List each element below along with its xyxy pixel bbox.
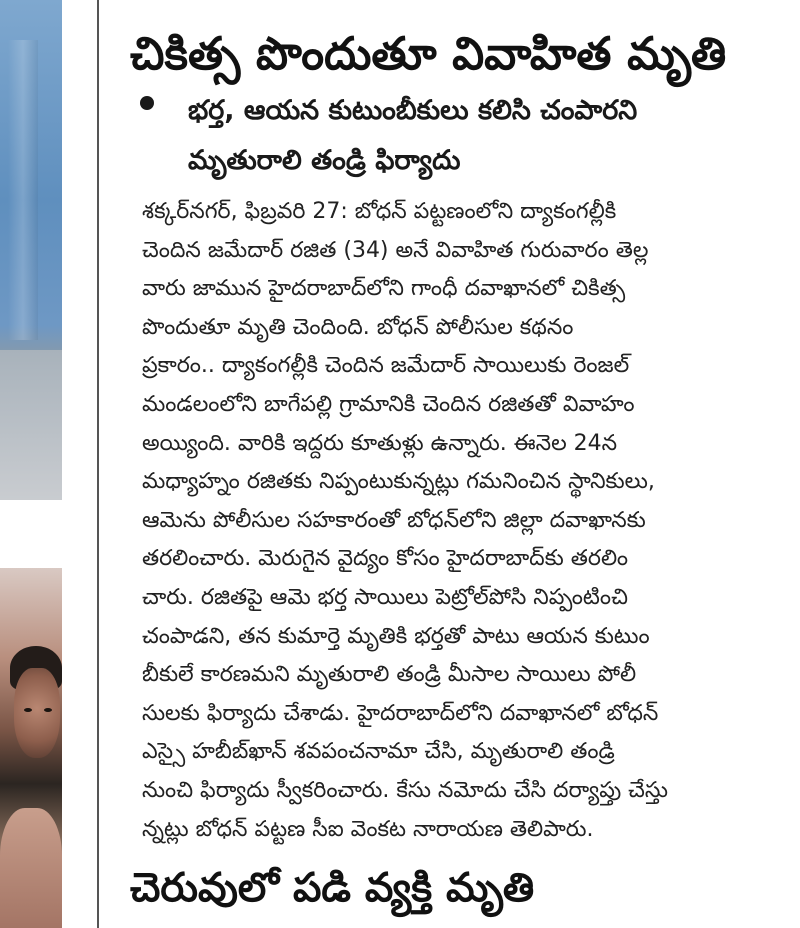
article-body xyxy=(142,193,782,849)
body-line: చెందిన జమేదార్ రజిత (34) అనే వివాహిత గురువారం తెల్ల xyxy=(142,237,649,263)
jeans-area xyxy=(0,350,62,500)
shoulder xyxy=(0,808,62,928)
body-line: మండలంలోని బాగేపల్లి గ్రామానికి చెందిన రజితతో వివాహం xyxy=(142,391,635,417)
face xyxy=(14,668,60,758)
body-line: తరలించారు. మెరుగైన వైద్యం కోసం హైదరాబాద్‌కు తరలిం xyxy=(142,546,629,572)
photo-person-blue-shirt xyxy=(0,0,62,500)
subhead-text xyxy=(188,86,788,186)
eye-left xyxy=(24,708,32,712)
column-divider xyxy=(97,0,99,928)
body-line: పొందుతూ మృతి చెందింది. బోధన్ పోలీసుల కథనం xyxy=(142,314,574,340)
body-line: సులకు ఫిర్యాదు చేశాడు. హైదరాబాద్‌లోని దవాఖానలో బోధన్ xyxy=(142,700,659,726)
body-line: ఎస్సై హబీబ్‌ఖాన్ శవపంచనామా చేసి, మృతురాలి తండ్రి xyxy=(142,739,615,765)
body-line: వారు జామున హైదరాబాద్‌లోని గాంధీ దవాఖానలో చికిత్స xyxy=(142,276,626,302)
article-headline: చికిత్స పొందుతూ వివాహిత మృతి xyxy=(130,27,727,80)
eye-right xyxy=(44,708,52,712)
body-line: చారు. రజితపై ఆమె భర్త సాయిలు పెట్రోల్‌పోసి నిప్పంటించి xyxy=(142,584,628,610)
photo-person-portrait xyxy=(0,568,62,928)
body-line: చంపాడని, తన కుమార్తె మృతికి భర్తతో పాటు ఆయన కుటుం xyxy=(142,623,650,649)
body-line: ఆమెను పోలీసుల సహకారంతో బోధన్‌లోని జిల్లా దవాఖానకు xyxy=(142,507,646,533)
adjacent-photo-strip xyxy=(0,0,62,928)
subhead-line: భర్త, ఆయన కుటుంబీకులు కలిసి చంపారని xyxy=(188,95,638,126)
body-line: న్నట్లు బోధన్ పట్టణ సీఐ వెంకట నారాయణ తెలిపారు. xyxy=(142,816,594,842)
bullet-icon xyxy=(140,96,154,110)
body-line: శక్కర్‌నగర్, ఫిబ్రవరి 27: బోధన్ పట్టణంలోని ద్యాకంగల్లీకి xyxy=(142,199,617,224)
body-line: బీకులే కారణమని మృతురాలి తండ్రి మీసాల సాయిలు పోలీ xyxy=(142,662,637,688)
body-line: మధ్యాహ్నం రజితకు నిప్పంటుకున్నట్లు గమనించిన స్థానికులు, xyxy=(142,469,655,495)
shirt-fold xyxy=(8,40,38,340)
body-line: అయ్యింది. వారికి ఇద్దరు కూతుళ్లు ఉన్నారు. ఈనెల 24న xyxy=(142,430,618,456)
next-article-headline: చెరువులో పడి వ్యక్తి మృతి xyxy=(130,865,535,911)
photo-gap xyxy=(0,500,62,568)
body-line: నుంచి ఫిర్యాదు స్వీకరించారు. కేసు నమోదు చేసి దర్యాప్తు చేస్తు xyxy=(142,777,668,803)
subhead-line: మృతురాలి తండ్రి ఫిర్యాదు xyxy=(188,145,461,176)
body-line: ప్రకారం.. ద్యాకంగల్లీకి చెందిన జమేదార్ సాయిలుకు రెంజల్ xyxy=(142,353,630,379)
